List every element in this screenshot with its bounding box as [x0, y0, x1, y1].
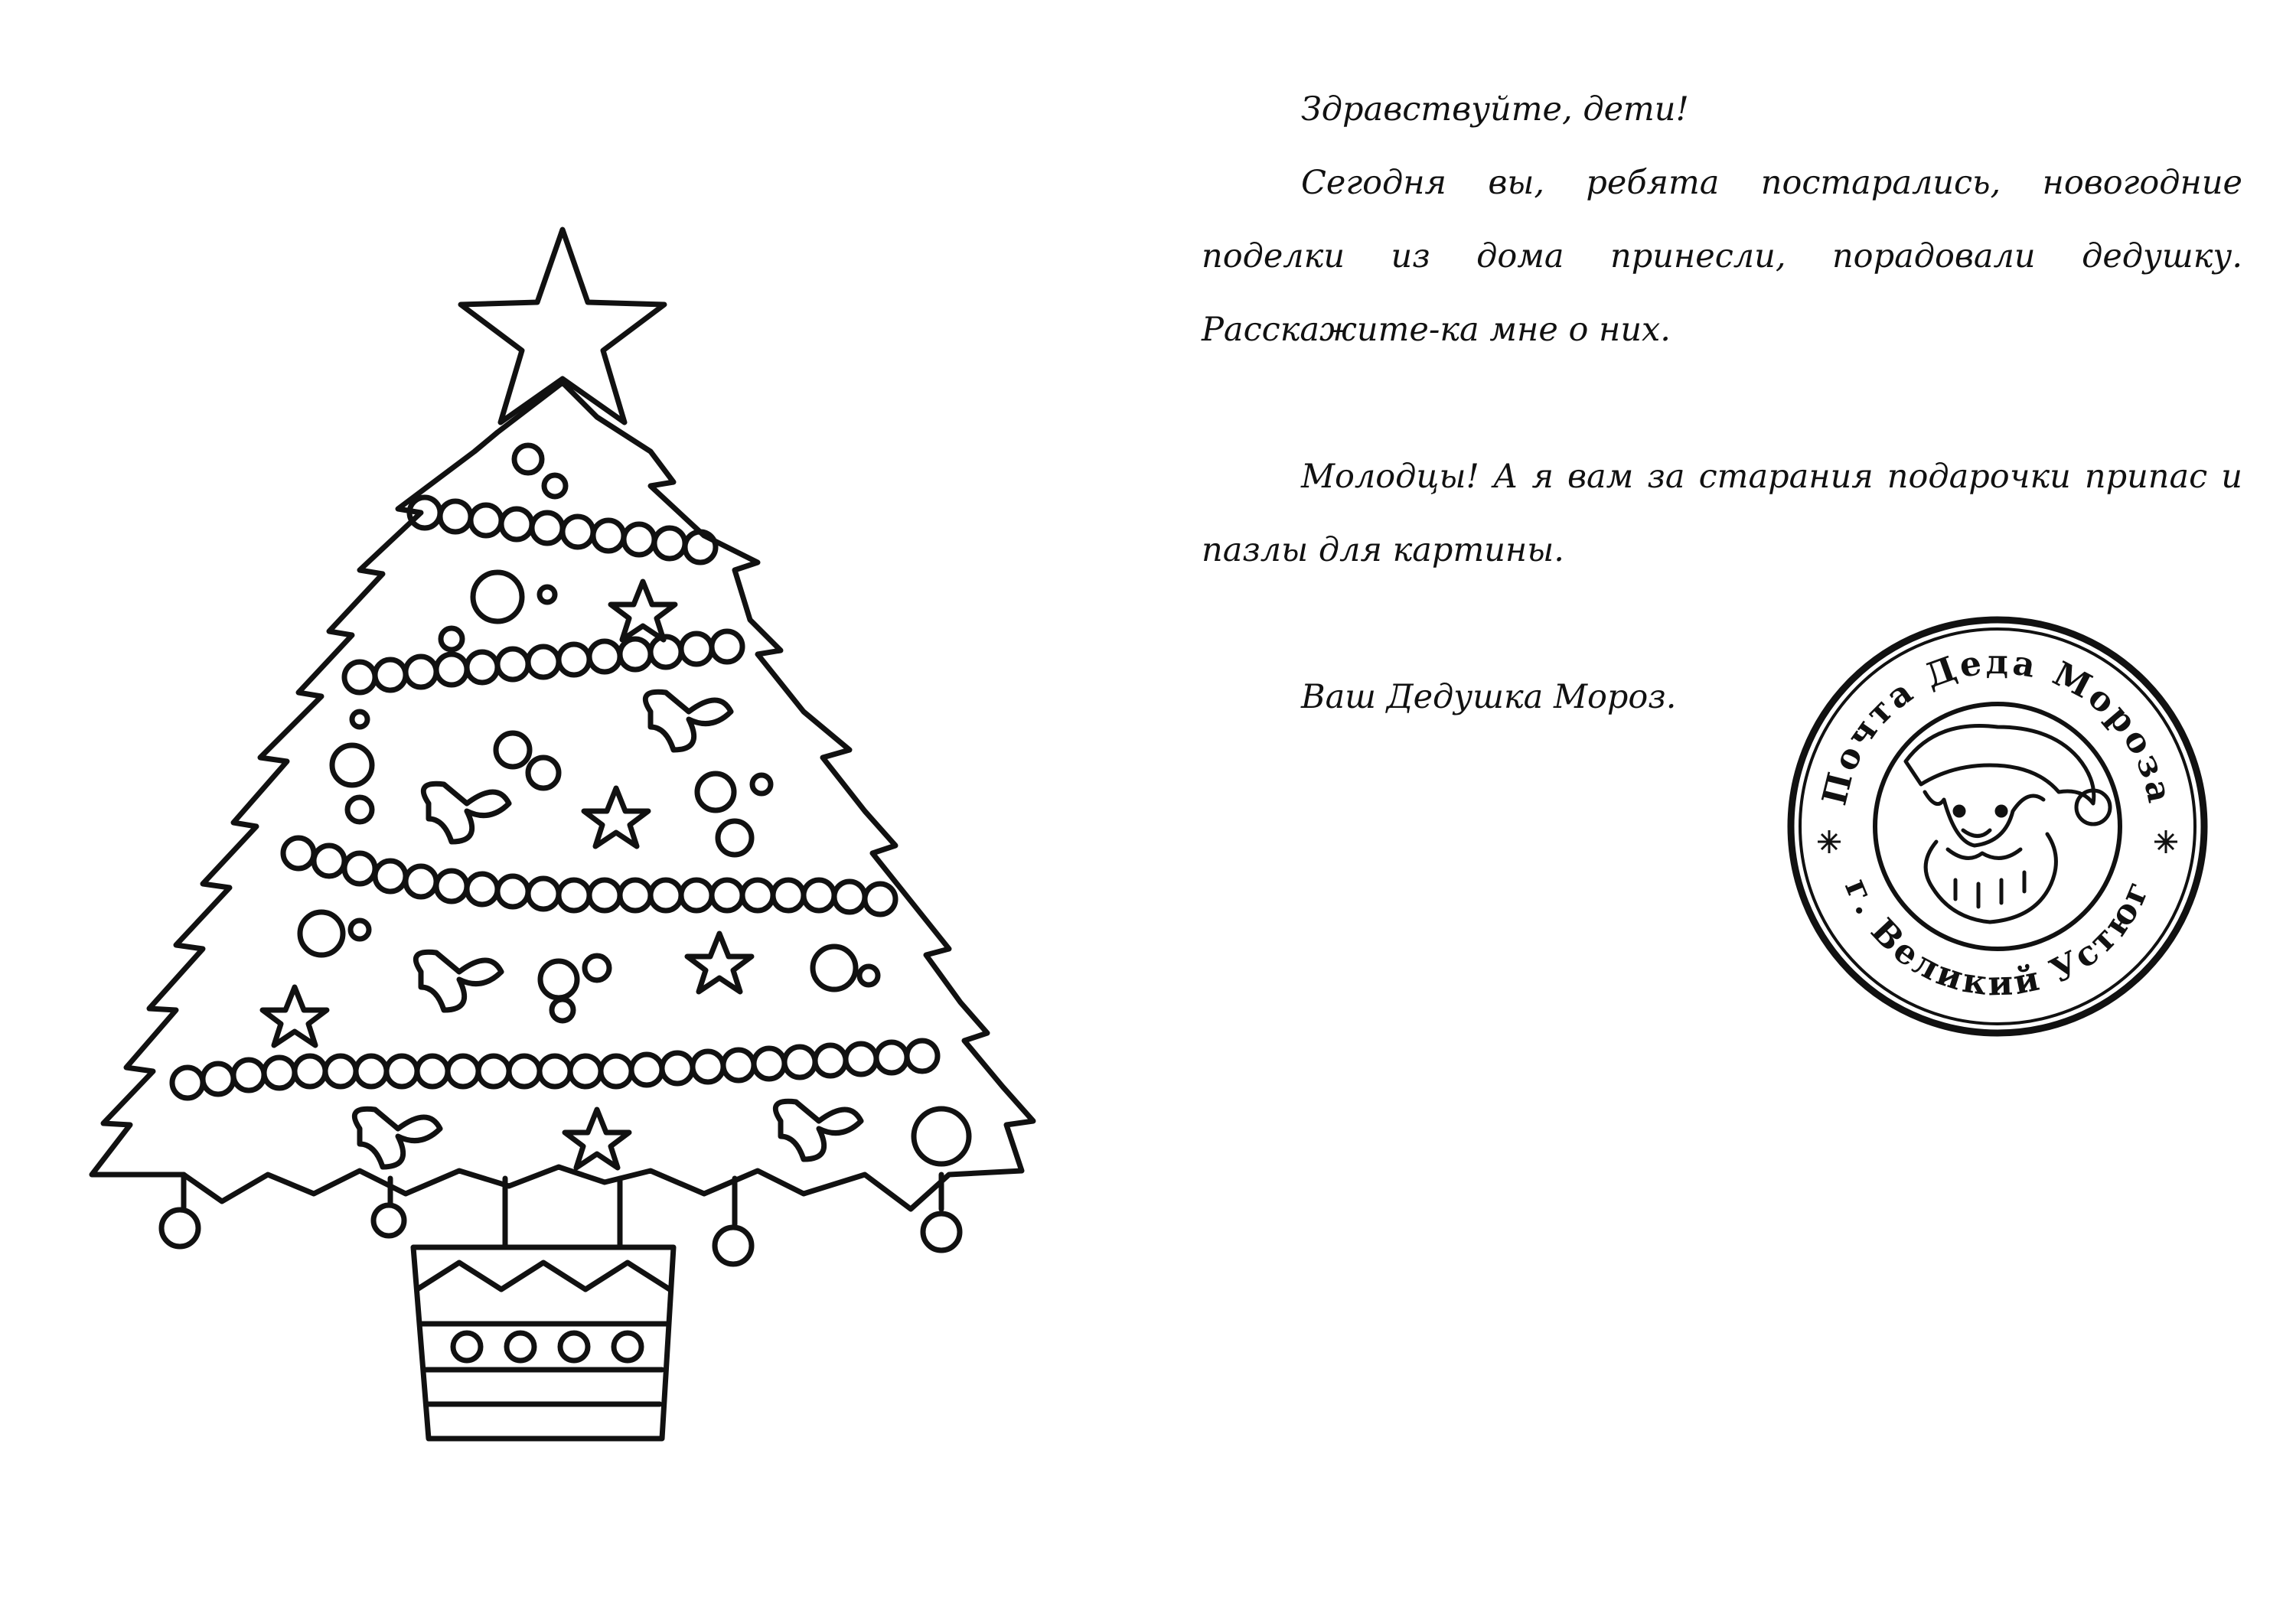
garland-3 [283, 838, 895, 914]
santa-face-icon [1906, 725, 2110, 922]
letter-paragraph-2: Молодцы! А я вам за старания подарочки припас и пазлы для картины. [1202, 458, 2242, 569]
snowflake-icon [1818, 830, 1841, 853]
pot-zigzag [417, 1263, 670, 1289]
letter-signature: Ваш Дедушка Мороз. [1301, 678, 1677, 716]
tree-trunk [505, 1178, 620, 1247]
letter-greeting: Здравствуйте, дети! [1301, 90, 1689, 129]
letter-paragraph-1: Сегодня вы, ребята постарались, новогодние поделки из дома принесли, порадовали дедушку. Расскажите-ка мне о них. [1202, 164, 2242, 349]
tree-star-icon [461, 230, 664, 422]
christmas-tree-illustration [69, 222, 1056, 1462]
paragraph-spacer [1202, 367, 2242, 440]
bow-ornaments [354, 692, 861, 1167]
garland-2 [344, 631, 742, 693]
garland-4 [172, 1041, 938, 1098]
santa-post-stamp [1783, 612, 2212, 1041]
stamp-bottom-text: г. Великий Устюг [1837, 873, 2158, 1004]
stamp-top-text: Почта Деда Мороза [1815, 642, 2180, 810]
snowflake-icon [2154, 830, 2177, 853]
hanging-balls [161, 1175, 960, 1264]
